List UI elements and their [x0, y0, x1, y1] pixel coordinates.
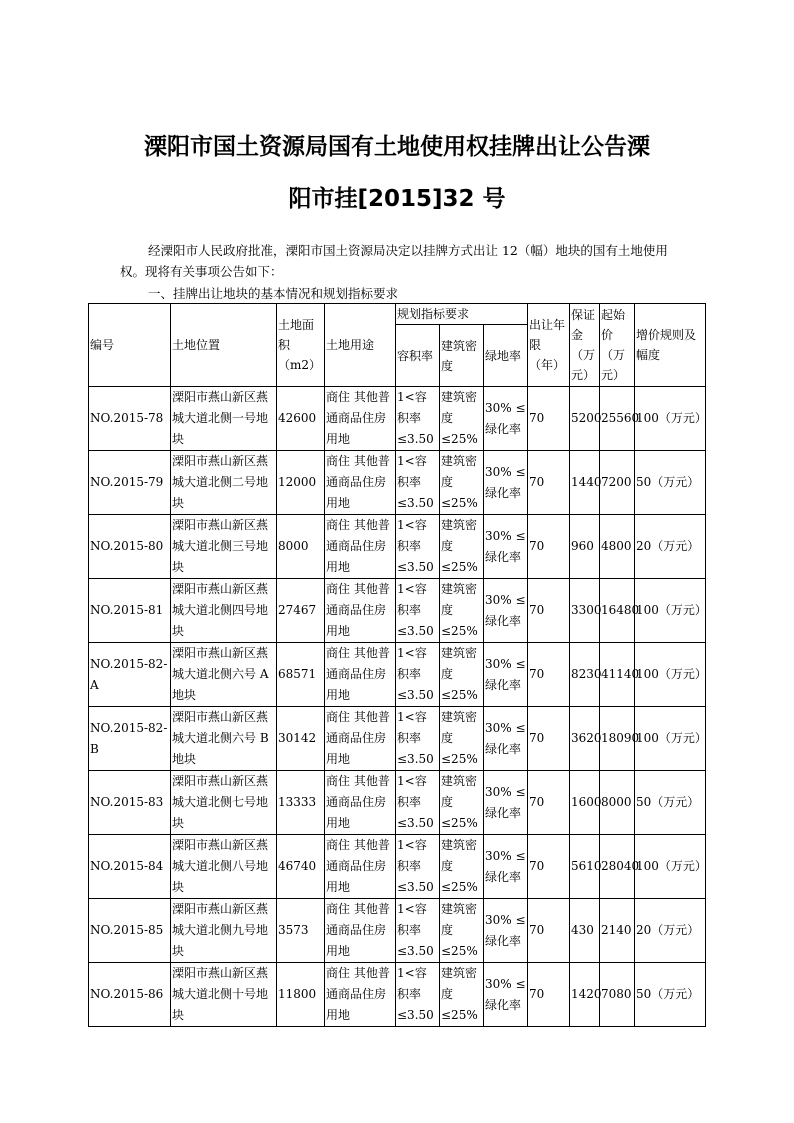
section-heading: 一、挂牌出让地块的基本情况和规划指标要求 — [148, 286, 399, 301]
cell-use: 商住 其他普通商品住房用地 — [325, 963, 396, 1027]
cell-location: 溧阳市燕山新区燕城大道北侧四号地块 — [171, 579, 277, 643]
cell-use: 商住 其他普通商品住房用地 — [325, 451, 396, 515]
table-row — [89, 515, 706, 579]
cell-area: 30142 — [277, 707, 325, 771]
cell-green: 30% ≤绿化率 — [484, 835, 528, 899]
cell-area: 8000 — [277, 515, 325, 579]
cell-far: 1<容积率 ≤3.50 — [396, 899, 440, 963]
cell-id: NO.2015-86 — [89, 963, 171, 1027]
table-row — [89, 643, 706, 707]
cell-density: 建筑密度 ≤25% — [440, 643, 484, 707]
table-row — [89, 579, 706, 643]
cell-id: NO.2015-83 — [89, 771, 171, 835]
document-title-line1: 溧阳市国土资源局国有土地使用权挂牌出让公告溧 — [144, 134, 650, 160]
cell-location: 溧阳市燕山新区燕城大道北侧一号地块 — [171, 387, 277, 451]
cell-area: 27467 — [277, 579, 325, 643]
cell-far: 1<容积率 ≤3.50 — [396, 451, 440, 515]
header-use: 土地用途 — [325, 304, 396, 387]
cell-deposit: 3620 — [570, 707, 600, 771]
cell-deposit: 8230 — [570, 643, 600, 707]
cell-use: 商住 其他普通商品住房用地 — [325, 579, 396, 643]
table-row — [89, 451, 706, 515]
cell-deposit: 430 — [570, 899, 600, 963]
cell-start-price: 8000 — [600, 771, 635, 835]
cell-far: 1<容积率 ≤3.50 — [396, 963, 440, 1027]
cell-location: 溧阳市燕山新区燕城大道北侧九号地块 — [171, 899, 277, 963]
cell-increment: 100（万元） — [635, 835, 706, 899]
cell-green: 30% ≤绿化率 — [484, 771, 528, 835]
cell-deposit: 3300 — [570, 579, 600, 643]
cell-deposit: 5610 — [570, 835, 600, 899]
cell-start-price: 18090 — [600, 707, 635, 771]
table-row — [89, 387, 706, 451]
cell-far: 1<容积率 ≤3.50 — [396, 515, 440, 579]
table-row — [89, 899, 706, 963]
cell-deposit: 960 — [570, 515, 600, 579]
cell-far: 1<容积率 ≤3.50 — [396, 579, 440, 643]
cell-term: 70 — [528, 707, 570, 771]
cell-increment: 20（万元） — [635, 515, 706, 579]
cell-location: 溧阳市燕山新区燕城大道北侧六号 A 地块 — [171, 643, 277, 707]
cell-start-price: 28040 — [600, 835, 635, 899]
cell-area: 11800 — [277, 963, 325, 1027]
cell-green: 30% ≤绿化率 — [484, 963, 528, 1027]
cell-use: 商住 其他普通商品住房用地 — [325, 707, 396, 771]
cell-use: 商住 其他普通商品住房用地 — [325, 771, 396, 835]
cell-far: 1<容积率 ≤3.50 — [396, 771, 440, 835]
cell-start-price: 41140 — [600, 643, 635, 707]
cell-area: 68571 — [277, 643, 325, 707]
cell-green: 30% ≤绿化率 — [484, 579, 528, 643]
cell-term: 70 — [528, 579, 570, 643]
cell-use: 商住 其他普通商品住房用地 — [325, 643, 396, 707]
cell-area: 13333 — [277, 771, 325, 835]
cell-area: 3573 — [277, 899, 325, 963]
cell-density: 建筑密度 ≤25% — [440, 899, 484, 963]
cell-increment: 50（万元） — [635, 451, 706, 515]
cell-density: 建筑密度 ≤25% — [440, 835, 484, 899]
cell-far: 1<容积率 ≤3.50 — [396, 835, 440, 899]
header-term: 出让年限（年） — [528, 304, 570, 387]
cell-density: 建筑密度 ≤25% — [440, 387, 484, 451]
cell-far: 1<容积率 ≤3.50 — [396, 707, 440, 771]
cell-term: 70 — [528, 835, 570, 899]
cell-term: 70 — [528, 899, 570, 963]
header-far: 容积率 — [396, 325, 440, 387]
cell-start-price: 2140 — [600, 899, 635, 963]
cell-start-price: 7200 — [600, 451, 635, 515]
cell-location: 溧阳市燕山新区燕城大道北侧三号地块 — [171, 515, 277, 579]
cell-increment: 100（万元） — [635, 707, 706, 771]
cell-area: 46740 — [277, 835, 325, 899]
cell-increment: 100（万元） — [635, 579, 706, 643]
header-area: 土地面积（m2） — [277, 304, 325, 387]
cell-term: 70 — [528, 771, 570, 835]
cell-location: 溧阳市燕山新区燕城大道北侧二号地块 — [171, 451, 277, 515]
cell-id: NO.2015-84 — [89, 835, 171, 899]
cell-start-price: 4800 — [600, 515, 635, 579]
table-row — [89, 771, 706, 835]
cell-density: 建筑密度 ≤25% — [440, 963, 484, 1027]
cell-green: 30% ≤绿化率 — [484, 515, 528, 579]
header-deposit: 保证金（万元） — [570, 304, 600, 387]
header-increment: 增价规则及幅度 — [635, 304, 706, 387]
header-location: 土地位置 — [171, 304, 277, 387]
cell-deposit: 1440 — [570, 451, 600, 515]
cell-use: 商住 其他普通商品住房用地 — [325, 515, 396, 579]
header-green: 绿地率 — [484, 325, 528, 387]
cell-location: 溧阳市燕山新区燕城大道北侧六号 B 地块 — [171, 707, 277, 771]
cell-start-price: 25560 — [600, 387, 635, 451]
cell-density: 建筑密度 ≤25% — [440, 579, 484, 643]
cell-term: 70 — [528, 387, 570, 451]
header-planning: 规划指标要求 — [396, 304, 528, 325]
cell-green: 30% ≤绿化率 — [484, 899, 528, 963]
cell-id: NO.2015-79 — [89, 451, 171, 515]
cell-green: 30% ≤绿化率 — [484, 387, 528, 451]
cell-green: 30% ≤绿化率 — [484, 451, 528, 515]
header-start-price: 起始价（万元） — [600, 304, 635, 387]
cell-increment: 50（万元） — [635, 771, 706, 835]
cell-location: 溧阳市燕山新区燕城大道北侧八号地块 — [171, 835, 277, 899]
cell-increment: 100（万元） — [635, 643, 706, 707]
cell-green: 30% ≤绿化率 — [484, 643, 528, 707]
cell-start-price: 16480 — [600, 579, 635, 643]
cell-density: 建筑密度 ≤25% — [440, 771, 484, 835]
intro-paragraph: 经溧阳市人民政府批准，溧阳市国土资源局决定以挂牌方式出让 12（幅）地块的国有土地使用权。现将有关事项公告如下： — [120, 243, 668, 279]
document-title-line2: 阳市挂[2015]32 号 — [288, 186, 506, 212]
cell-term: 70 — [528, 515, 570, 579]
cell-use: 商住 其他普通商品住房用地 — [325, 835, 396, 899]
cell-deposit: 1600 — [570, 771, 600, 835]
cell-increment: 20（万元） — [635, 899, 706, 963]
cell-id: NO.2015-81 — [89, 579, 171, 643]
cell-area: 12000 — [277, 451, 325, 515]
cell-use: 商住 其他普通商品住房用地 — [325, 387, 396, 451]
cell-id: NO.2015-80 — [89, 515, 171, 579]
cell-term: 70 — [528, 963, 570, 1027]
table-row — [89, 963, 706, 1027]
cell-density: 建筑密度 ≤25% — [440, 707, 484, 771]
cell-increment: 100（万元） — [635, 387, 706, 451]
cell-location: 溧阳市燕山新区燕城大道北侧七号地块 — [171, 771, 277, 835]
cell-id: NO.2015-78 — [89, 387, 171, 451]
cell-density: 建筑密度 ≤25% — [440, 515, 484, 579]
cell-term: 70 — [528, 643, 570, 707]
cell-id: NO.2015-85 — [89, 899, 171, 963]
cell-use: 商住 其他普通商品住房用地 — [325, 899, 396, 963]
cell-density: 建筑密度 ≤25% — [440, 451, 484, 515]
cell-id: NO.2015-82-B — [89, 707, 171, 771]
cell-far: 1<容积率 ≤3.50 — [396, 387, 440, 451]
cell-deposit: 1420 — [570, 963, 600, 1027]
cell-start-price: 7080 — [600, 963, 635, 1027]
cell-increment: 50（万元） — [635, 963, 706, 1027]
header-density: 建筑密度 — [440, 325, 484, 387]
cell-area: 42600 — [277, 387, 325, 451]
cell-green: 30% ≤绿化率 — [484, 707, 528, 771]
cell-location: 溧阳市燕山新区燕城大道北侧十号地块 — [171, 963, 277, 1027]
cell-deposit: 5200 — [570, 387, 600, 451]
table-row — [89, 835, 706, 899]
table-row — [89, 707, 706, 771]
cell-id: NO.2015-82-A — [89, 643, 171, 707]
cell-far: 1<容积率 ≤3.50 — [396, 643, 440, 707]
land-parcel-table — [88, 303, 706, 1027]
cell-term: 70 — [528, 451, 570, 515]
header-id: 编号 — [89, 304, 171, 387]
